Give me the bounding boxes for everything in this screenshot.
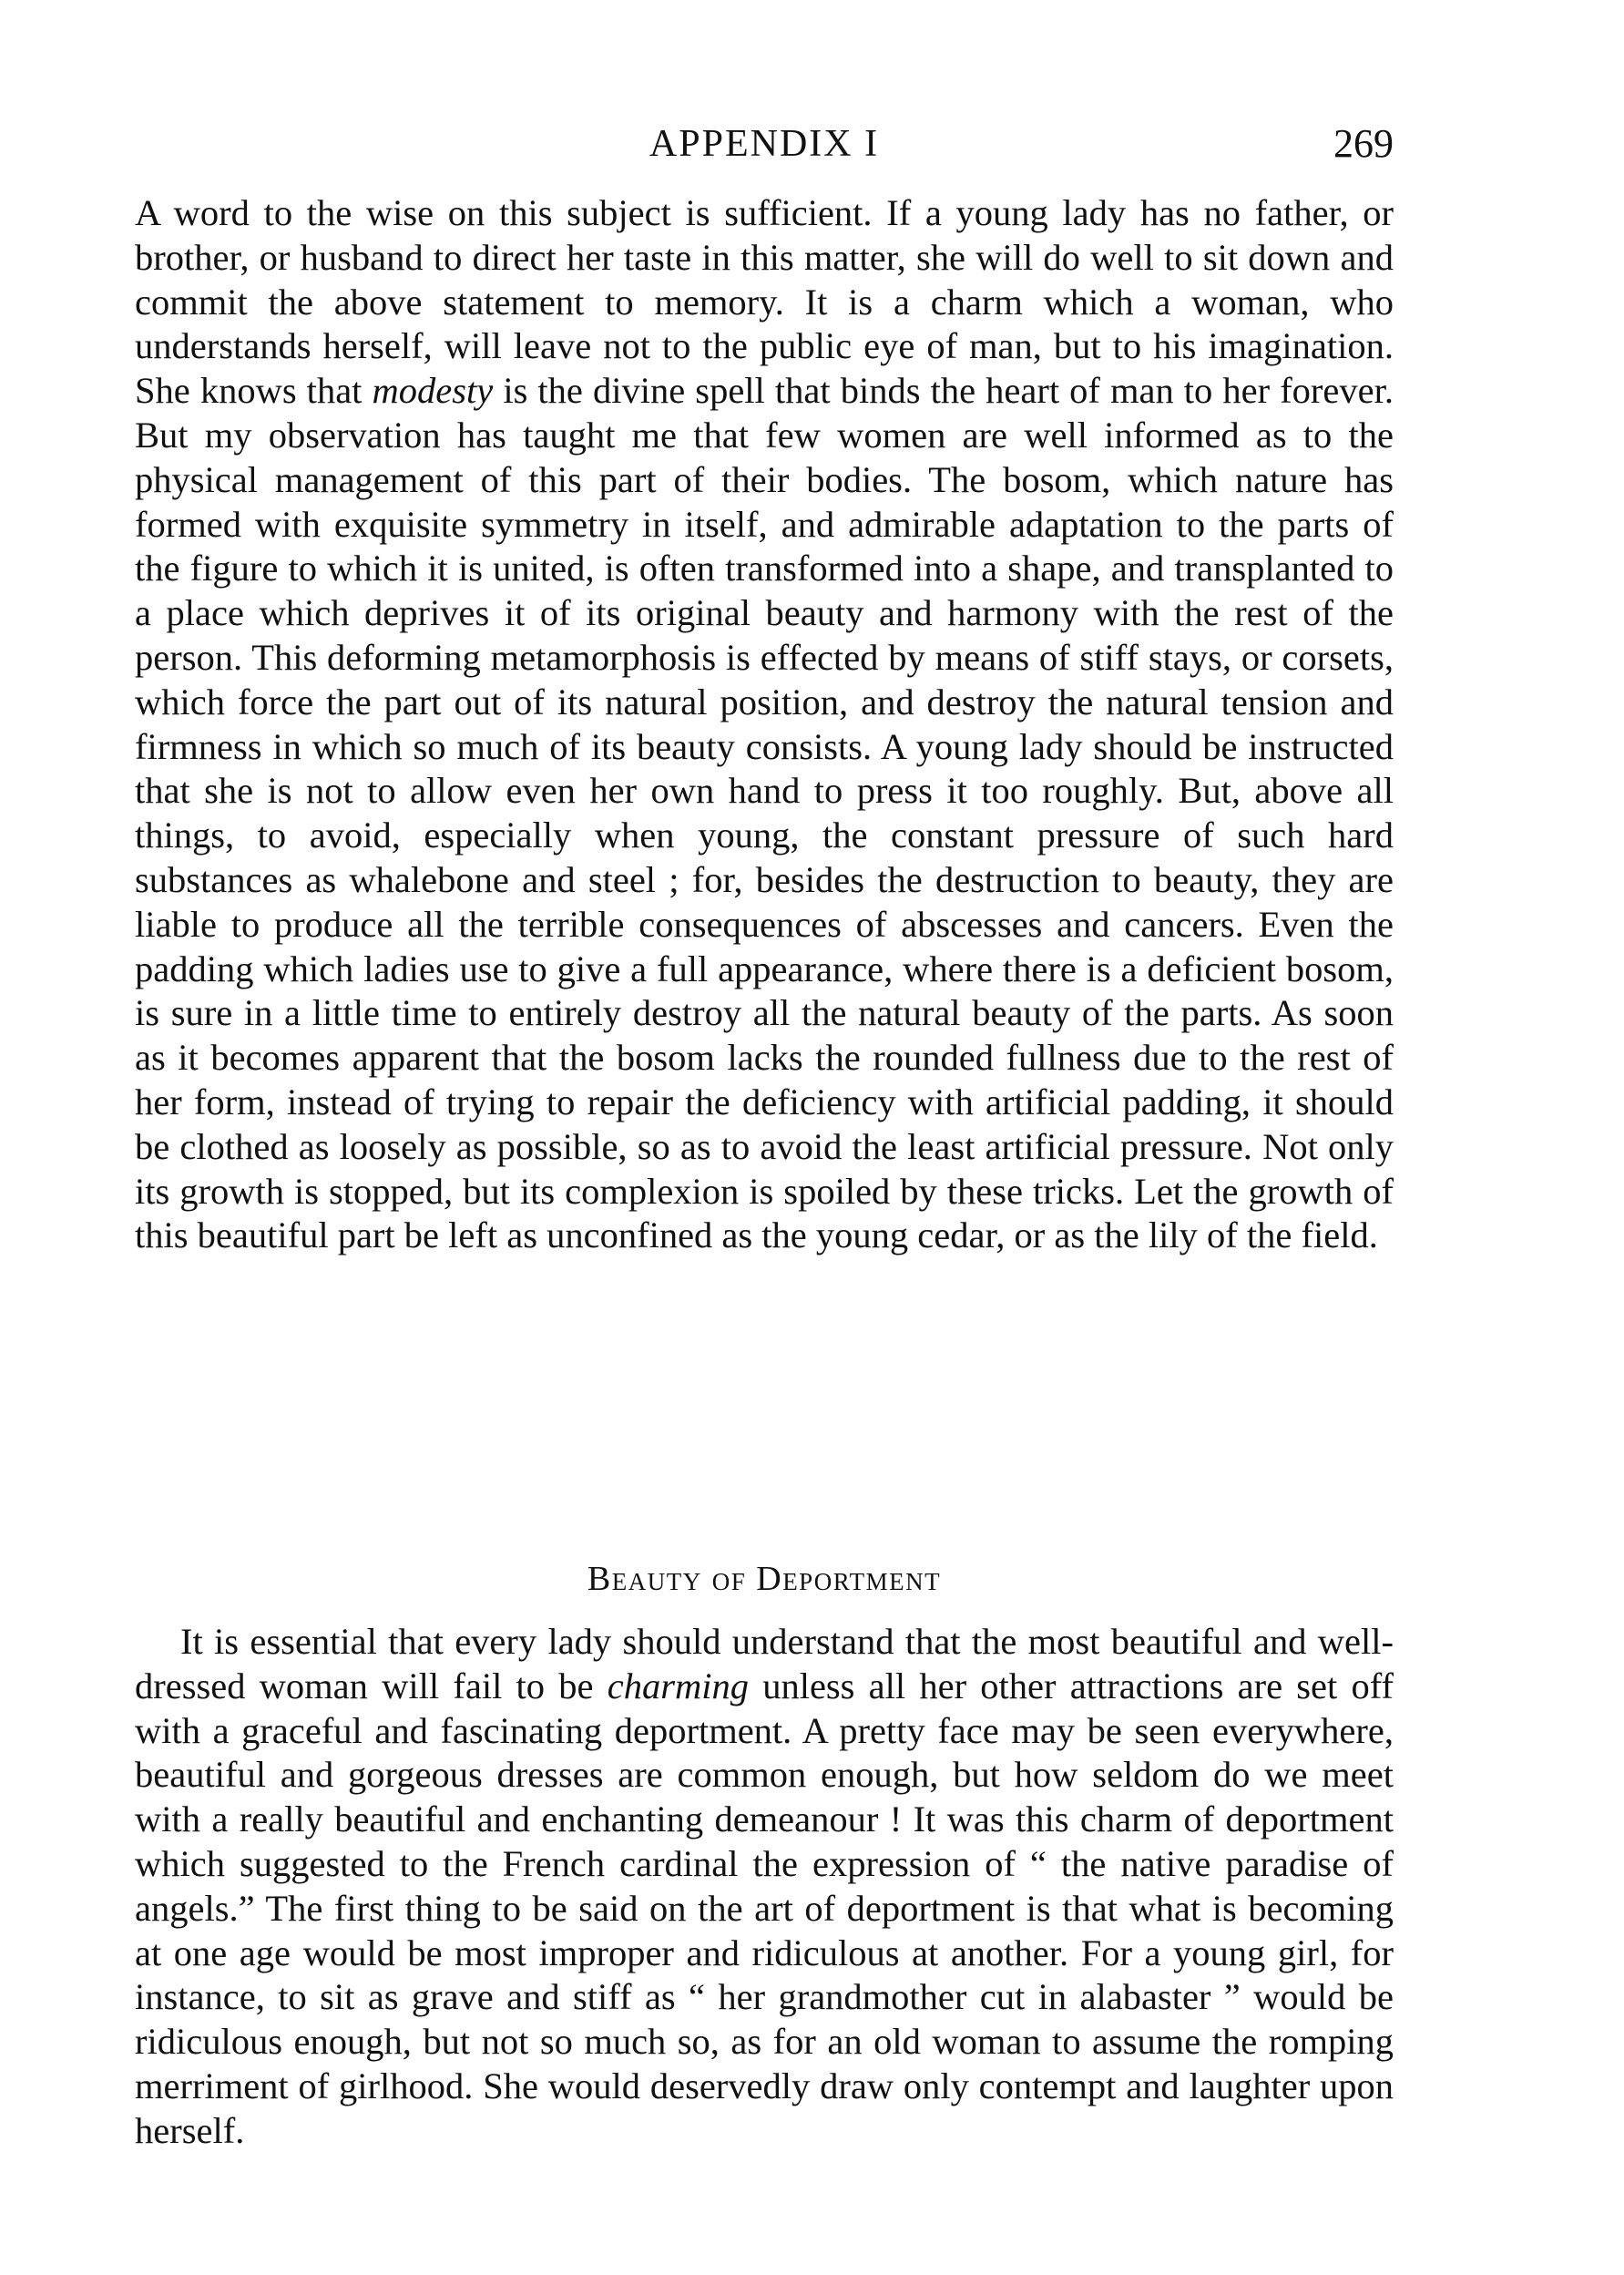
section-heading: Beauty of Deportment: [587, 1560, 942, 1598]
paragraph-text: unless all her other attractions are set off with a graceful and fascinating deportment. A pretty face may be seen everywhere, beautiful and gorgeous dresses are common enough, but how seldom do we meet with a really beautiful and enchanting demeanour ! It was this charm of deportment which suggested to the French cardinal the expression of “ the native paradise of angels.” The first thing to be said on the art of deportment is that what is becoming at one age would be most improper and ridiculous at another. For a young girl, for instance, to sit as grave and stiff as “ her grandmother cut in alabaster ” would be ridiculous enough, but not so much so, as for an old woman to assume the romping merriment of girlhood. She would deservedly draw only contempt and laughter upon herself.: [135, 1665, 1394, 2151]
body-text-top: [135, 191, 1394, 1258]
page-number: 269: [1333, 121, 1394, 166]
running-head: [135, 117, 1394, 171]
emphasized-word: modesty: [372, 370, 494, 412]
paragraph-corsets: [135, 191, 1394, 1258]
paragraph-deportment: [135, 1620, 1394, 2154]
body-text-bottom: [135, 1620, 1394, 2154]
paragraph-text: A word to the wise on this subject is sufficient. If a young lady has no father, or brother, or husband to direct her taste in this matter, she will do well to sit down and commit the above statement to memory. It is a charm which a woman, who understands herself, will leave not to the public eye of man, but to his imagination. She knows that: [135, 192, 1394, 412]
paragraph-text: is the divine spell that binds the heart of man to her forever. But my observation has taught me that few women are well informed as to the physical management of this part of their bodies. The bosom, which nature has formed with exquisite symmetry in itself, and admirable adaptation to the parts of the figure to which it is united, is often transformed into a shape, and transplanted to a place which deprives it of its original beauty and harmony with the rest of the person. This deforming metamorphosis is effected by means of stiff stays, or corsets, which force the part out of its natural position, and destroy the natural tension and firmness in which so much of its beauty consists. A young lady should be instructed that she is not to allow even her own hand to press it too roughly. But, above all things, to avoid, especially when young, the constant pressure of such hard substances as whalebone and steel ; for, besides the destruction to beauty, they are liable to produce all the terrible consequences of abscesses and cancers. Even the padding which ladies use to give a full appearance, where there is a deficient bosom, is sure in a little time to entirely destroy all the natural beauty of the parts. As soon as it becomes apparent that the bosom lacks the rounded fullness due to the rest of her form, instead of trying to repair the deficiency with artificial padding, it should be clothed as loosely as possible, so as to avoid the least artificial pressure. Not only its growth is stopped, but its complexion is spoiled by these tricks. Let the growth of this beautiful part be left as unconfined as the young cedar, or as the lily of the field.: [135, 370, 1394, 1256]
running-title: APPENDIX I: [649, 123, 880, 165]
emphasized-word: charming: [607, 1665, 749, 1706]
paragraph-text: It is essential that every lady should understand that the most beautiful and well-dressed woman will fail to be: [135, 1621, 1394, 1706]
